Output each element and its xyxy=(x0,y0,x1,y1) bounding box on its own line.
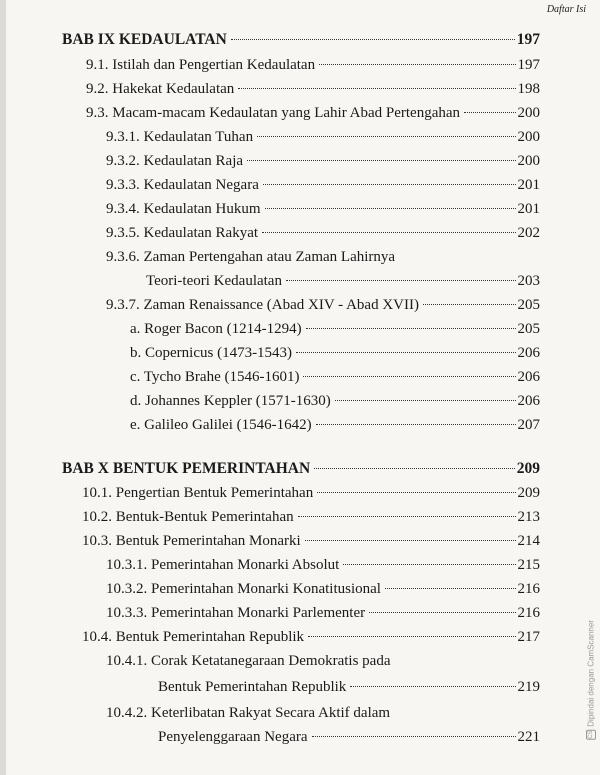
toc-entry-page: 217 xyxy=(517,629,540,645)
toc-entry-page: 213 xyxy=(517,509,540,525)
leader-dots xyxy=(343,563,515,565)
toc-entry xyxy=(106,175,540,195)
toc-entry-continued xyxy=(106,247,540,267)
toc-entry-page: 206 xyxy=(517,393,540,409)
leader-dots xyxy=(312,735,516,737)
leader-dots xyxy=(263,183,516,185)
toc-entry xyxy=(86,55,540,75)
toc-entry-page: 206 xyxy=(517,345,540,361)
leader-dots xyxy=(350,685,515,687)
toc-entry-label: 10.3. Bentuk Pemerintahan Monarki xyxy=(82,533,301,549)
toc-entry xyxy=(130,415,540,435)
running-header: Daftar Isi xyxy=(546,4,586,15)
leader-dots xyxy=(303,375,515,377)
toc-entry-label: 9.3.3. Kedaulatan Negara xyxy=(106,177,259,193)
toc-entry xyxy=(130,367,540,387)
toc-entry-page: 206 xyxy=(517,369,540,385)
toc-entry-label: 9.3.6. Zaman Pertengahan atau Zaman Lahirnya xyxy=(106,249,396,265)
leader-dots xyxy=(257,135,515,137)
toc-entry-label: 10.3.1. Pemerintahan Monarki Absolut xyxy=(106,557,340,573)
toc-entry-label: a. Roger Bacon (1214-1294) xyxy=(130,321,302,337)
camscanner-icon: CS xyxy=(588,730,594,739)
toc-entry xyxy=(106,127,540,147)
toc-entry xyxy=(82,507,540,527)
leader-dots xyxy=(464,111,515,113)
toc-entry-label: BAB X BENTUK PEMERINTAHAN xyxy=(62,460,311,477)
toc-entry-label: Teori-teori Kedaulatan xyxy=(146,273,282,289)
toc-entry-page: 197 xyxy=(517,57,540,73)
toc-entry-page: 198 xyxy=(517,81,540,97)
toc-entry-page: 207 xyxy=(517,417,540,433)
toc-entry-chapter xyxy=(62,30,540,50)
toc-entry-label: 10.4. Bentuk Pemerintahan Republik xyxy=(82,629,305,645)
toc-entry-page: 197 xyxy=(516,31,540,48)
toc-entry-label: 9.1. Istilah dan Pengertian Kedaulatan xyxy=(86,57,316,73)
toc-entry xyxy=(82,483,540,503)
toc-entry xyxy=(106,555,540,575)
toc-entry-page: 201 xyxy=(517,177,540,193)
toc-entry-page: 200 xyxy=(517,105,540,121)
leader-dots xyxy=(308,635,515,637)
toc-entry-page: 215 xyxy=(517,557,540,573)
toc-entry-page: 203 xyxy=(517,273,540,289)
toc-entry xyxy=(106,199,540,219)
leader-dots xyxy=(286,279,516,281)
toc-entry xyxy=(86,79,540,99)
toc-entry xyxy=(106,579,540,599)
leader-dots xyxy=(305,539,516,541)
toc-entry-page: 200 xyxy=(517,153,540,169)
leader-dots xyxy=(231,38,515,40)
watermark-text: Dipindai dengan CamScanner xyxy=(586,620,596,727)
toc-entry-label: 9.2. Hakekat Kedaulatan xyxy=(86,81,235,97)
toc-entry-label: 9.3.5. Kedaulatan Rakyat xyxy=(106,225,259,241)
toc-entry xyxy=(130,319,540,339)
leader-dots xyxy=(335,399,516,401)
toc-entry-continued xyxy=(106,703,540,723)
toc-entry xyxy=(86,103,540,123)
toc-entry-page: 202 xyxy=(517,225,540,241)
toc-entry-label: 9.3.1. Kedaulatan Tuhan xyxy=(106,129,254,145)
leader-dots xyxy=(265,207,516,209)
toc-entry xyxy=(106,151,540,171)
leader-dots xyxy=(247,159,515,161)
toc-entry-label: 10.4.2. Keterlibatan Rakyat Secara Aktif dalam xyxy=(106,705,391,721)
toc-entry-label: 10.3.2. Pemerintahan Monarki Konatitusional xyxy=(106,581,381,597)
toc-entry-page: 209 xyxy=(516,460,540,477)
toc-entry-page: 201 xyxy=(517,201,540,217)
leader-dots xyxy=(423,303,516,305)
toc-entry-label: 9.3.4. Kedaulatan Hukum xyxy=(106,201,261,217)
leader-dots xyxy=(296,351,515,353)
toc-entry-label: 10.2. Bentuk-Bentuk Pemerintahan xyxy=(82,509,294,525)
toc-entry-label: 9.3.7. Zaman Renaissance (Abad XIV - Abad XVII) xyxy=(106,297,419,313)
toc-entry xyxy=(82,531,540,551)
leader-dots xyxy=(306,327,516,329)
toc-entry xyxy=(130,391,540,411)
toc-entry-page: 216 xyxy=(517,581,540,597)
toc-entry-page: 214 xyxy=(517,533,540,549)
toc-entry-label: b. Copernicus (1473-1543) xyxy=(130,345,293,361)
toc-entry xyxy=(158,677,540,697)
toc-entry xyxy=(146,271,540,291)
leader-dots xyxy=(316,423,516,425)
toc-entry-page: 221 xyxy=(517,729,540,745)
leader-dots xyxy=(319,63,515,65)
toc-entry-label: d. Johannes Keppler (1571-1630) xyxy=(130,393,331,409)
toc-entry-label: e. Galileo Galilei (1546-1642) xyxy=(130,417,312,433)
leader-dots xyxy=(317,491,515,493)
toc-entry-page: 205 xyxy=(517,297,540,313)
toc-entry-label: 10.3.3. Pemerintahan Monarki Parlementer xyxy=(106,605,366,621)
toc-entry-page: 200 xyxy=(517,129,540,145)
toc-entry-label: 9.3. Macam-macam Kedaulatan yang Lahir Abad Pertengahan xyxy=(86,105,461,121)
toc-entry xyxy=(106,295,540,315)
leader-dots xyxy=(385,587,516,589)
leader-dots xyxy=(369,611,515,613)
toc-entry-chapter xyxy=(62,459,540,479)
toc-entry-label: Penyelenggaraan Negara xyxy=(158,729,308,745)
toc-entry-page: 219 xyxy=(517,679,540,695)
toc-entry-page: 205 xyxy=(517,321,540,337)
toc-entry xyxy=(106,223,540,243)
toc-entry-label: BAB IX KEDAULATAN xyxy=(62,31,227,48)
toc-entry-continued xyxy=(106,651,540,671)
toc-entry-page: 216 xyxy=(517,605,540,621)
leader-dots xyxy=(238,87,515,89)
toc-entry-label: 9.3.2. Kedaulatan Raja xyxy=(106,153,244,169)
toc-entry-label: c. Tycho Brahe (1546-1601) xyxy=(130,369,300,385)
leader-dots xyxy=(314,467,515,469)
toc-entry xyxy=(158,727,540,747)
toc-entry-label: Bentuk Pemerintahan Republik xyxy=(158,679,347,695)
toc-entry xyxy=(130,343,540,363)
camscanner-watermark xyxy=(586,620,596,740)
toc-entry-page: 209 xyxy=(517,485,540,501)
leader-dots xyxy=(262,231,515,233)
toc-entry-label: 10.1. Pengertian Bentuk Pemerintahan xyxy=(82,485,314,501)
toc-entry xyxy=(106,603,540,623)
toc-entry-label: 10.4.1. Corak Ketatanegaraan Demokratis pada xyxy=(106,653,391,669)
leader-dots xyxy=(298,515,516,517)
toc-entry xyxy=(82,627,540,647)
